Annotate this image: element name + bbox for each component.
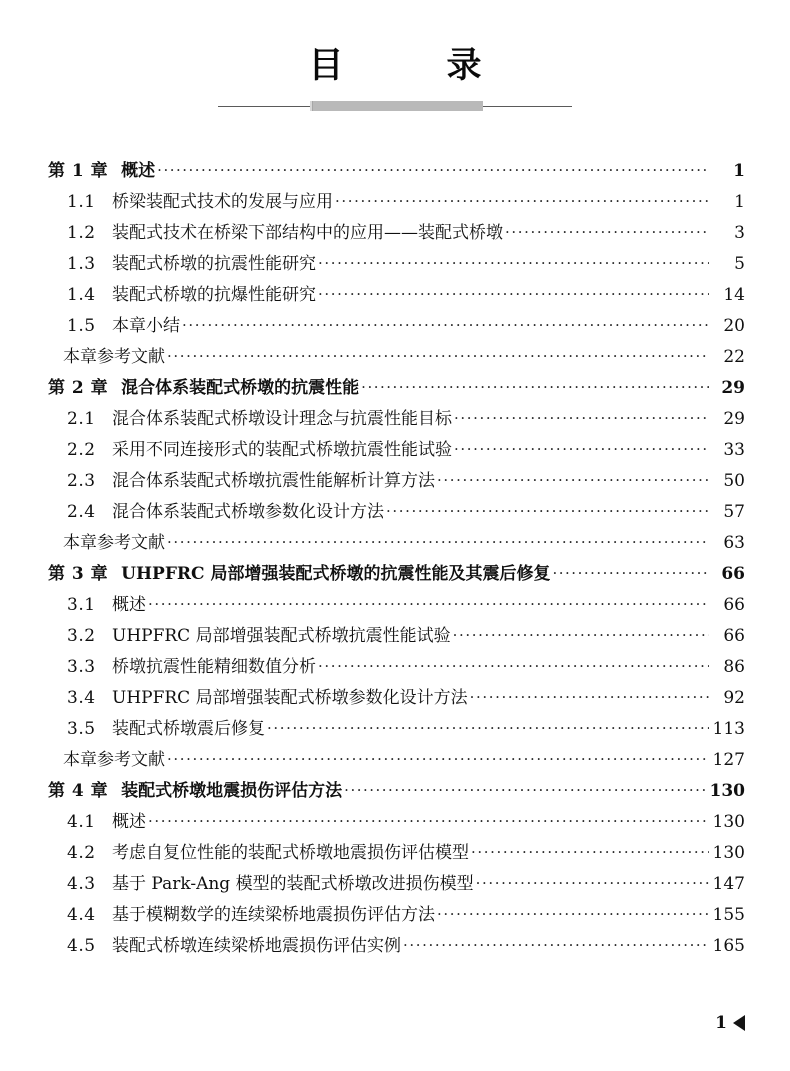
title-divider (0, 100, 790, 114)
toc-dot-leader (437, 905, 709, 923)
toc-section-row[interactable] (67, 497, 745, 528)
toc-entry-label (48, 559, 551, 584)
toc-section-row[interactable] (67, 218, 745, 249)
toc-section-row[interactable] (67, 404, 745, 435)
toc-entry-number: 第 1 章 (48, 161, 109, 181)
toc-entry-page-number: 33 (723, 440, 745, 460)
toc-entry-number: 第 4 章 (48, 781, 109, 801)
toc-dot-leader (437, 471, 709, 489)
toc-entry-number: 1.1 (67, 192, 96, 212)
toc-entry-number: 1.2 (67, 223, 96, 243)
toc-entry-number: 4.2 (67, 843, 96, 863)
toc-entry-number: 3.2 (67, 626, 96, 646)
toc-entry-page-number: 66 (721, 564, 745, 584)
toc-dot-leader (157, 161, 709, 179)
page-footer (715, 1013, 745, 1033)
toc-entry-title: 本章参考文献 (63, 750, 165, 770)
page-title-block (0, 45, 790, 86)
toc-entry-label (67, 652, 316, 677)
footer-page-number: 1 (715, 1013, 727, 1033)
toc-entry-title: 基于模糊数学的连续梁桥地震损伤评估方法 (112, 905, 435, 925)
toc-entry-label (63, 528, 165, 553)
toc-entry-page-number: 155 (712, 905, 745, 925)
toc-entry-number: 2.3 (67, 471, 96, 491)
toc-entry-title: 混合体系装配式桥墩设计理念与抗震性能目标 (112, 409, 452, 429)
toc-entry-number: 第 2 章 (48, 378, 109, 398)
toc-list (0, 156, 790, 962)
toc-entry-number: 1.4 (67, 285, 96, 305)
toc-entry-page-number: 63 (723, 533, 745, 553)
toc-entry-label (63, 342, 165, 367)
toc-dot-leader (454, 440, 709, 458)
toc-entry-number: 3.3 (67, 657, 96, 677)
toc-section-row[interactable] (67, 249, 745, 280)
toc-entry-title: 概述 (112, 595, 146, 615)
toc-entry-label (67, 404, 452, 429)
toc-dot-leader (403, 936, 709, 954)
toc-entry-title: 混合体系装配式桥墩的抗震性能 (121, 378, 360, 398)
toc-dot-leader (386, 502, 709, 520)
toc-section-row[interactable] (67, 931, 745, 962)
page-title: 目 录 (308, 45, 516, 86)
toc-entry-title: 本章参考文献 (63, 347, 165, 367)
toc-entry-title: 本章小结 (112, 316, 180, 336)
toc-entry-page-number: 127 (712, 750, 745, 770)
toc-references-row[interactable] (63, 745, 745, 776)
toc-entry-title: 混合体系装配式桥墩抗震性能解析计算方法 (112, 471, 435, 491)
divider-gray-bar (310, 101, 483, 111)
toc-entry-page-number: 29 (723, 409, 745, 429)
toc-entry-number: 3.5 (67, 719, 96, 739)
toc-dot-leader (470, 688, 709, 706)
toc-entry-title: 混合体系装配式桥墩参数化设计方法 (112, 502, 384, 522)
toc-entry-page-number: 147 (712, 874, 745, 894)
toc-dot-leader (361, 378, 709, 396)
toc-entry-label (48, 776, 342, 801)
toc-entry-number: 2.1 (67, 409, 96, 429)
toc-dot-leader (505, 223, 709, 241)
toc-references-row[interactable] (63, 342, 745, 373)
toc-entry-page-number: 86 (723, 657, 745, 677)
toc-dot-leader (335, 192, 709, 210)
toc-section-row[interactable] (67, 187, 745, 218)
toc-entry-page-number: 130 (712, 812, 745, 832)
toc-entry-label (67, 466, 435, 491)
toc-entry-number: 3.4 (67, 688, 96, 708)
toc-entry-title: 装配式桥墩的抗震性能研究 (112, 254, 316, 274)
toc-entry-label (67, 900, 435, 925)
toc-entry-page-number: 66 (723, 626, 745, 646)
toc-entry-title: 概述 (121, 161, 156, 181)
toc-dot-leader (167, 750, 709, 768)
toc-section-row[interactable] (67, 807, 745, 838)
toc-entry-page-number: 1 (733, 161, 745, 181)
toc-section-row[interactable] (67, 838, 745, 869)
toc-dot-leader (167, 347, 709, 365)
toc-entry-label (67, 249, 316, 274)
toc-entry-page-number: 50 (723, 471, 745, 491)
toc-chapter-row[interactable] (48, 776, 745, 807)
toc-dot-leader (148, 595, 709, 613)
toc-section-row[interactable] (67, 311, 745, 342)
toc-dot-leader (267, 719, 709, 737)
toc-dot-leader (471, 843, 709, 861)
toc-section-row[interactable] (67, 466, 745, 497)
toc-entry-title: 装配式桥墩的抗爆性能研究 (112, 285, 316, 305)
toc-dot-leader (553, 564, 710, 582)
triangle-left-icon (733, 1015, 745, 1031)
toc-entry-page-number: 20 (723, 316, 745, 336)
toc-entry-title: UHPFRC 局部增强装配式桥墩参数化设计方法 (112, 688, 468, 708)
toc-entry-label (67, 590, 146, 615)
toc-entry-title: UHPFRC 局部增强装配式桥墩抗震性能试验 (112, 626, 451, 646)
toc-entry-label (67, 187, 333, 212)
toc-dot-leader (454, 409, 709, 427)
toc-entry-number: 2.4 (67, 502, 96, 522)
toc-entry-label (63, 745, 165, 770)
toc-entry-title: 采用不同连接形式的装配式桥墩抗震性能试验 (112, 440, 452, 460)
toc-entry-title: 装配式技术在桥梁下部结构中的应用——装配式桥墩 (112, 223, 503, 243)
toc-dot-leader (344, 781, 707, 799)
toc-references-row[interactable] (63, 528, 745, 559)
toc-entry-page-number: 1 (734, 192, 745, 212)
toc-chapter-row[interactable] (48, 373, 745, 404)
toc-chapter-row[interactable] (48, 156, 745, 187)
toc-section-row[interactable] (67, 900, 745, 931)
toc-section-row[interactable] (67, 714, 745, 745)
toc-dot-leader (318, 285, 709, 303)
toc-entry-number: 3.1 (67, 595, 96, 615)
toc-entry-number: 1.3 (67, 254, 96, 274)
toc-entry-page-number: 165 (712, 936, 745, 956)
toc-entry-page-number: 92 (723, 688, 745, 708)
toc-entry-label (67, 714, 265, 739)
toc-entry-number: 1.5 (67, 316, 96, 336)
toc-entry-number: 4.4 (67, 905, 96, 925)
toc-entry-label (67, 311, 180, 336)
toc-entry-title: 概述 (112, 812, 146, 832)
toc-section-row[interactable] (67, 280, 745, 311)
toc-entry-title: UHPFRC 局部增强装配式桥墩的抗震性能及其震后修复 (121, 564, 551, 584)
toc-entry-page-number: 57 (723, 502, 745, 522)
toc-entry-page-number: 130 (709, 781, 745, 801)
toc-entry-label (67, 869, 474, 894)
toc-entry-number: 4.3 (67, 874, 96, 894)
toc-entry-label (48, 156, 155, 181)
toc-section-row[interactable] (67, 683, 745, 714)
toc-dot-leader (182, 316, 709, 334)
toc-entry-page-number: 29 (721, 378, 745, 398)
toc-section-row[interactable] (67, 590, 745, 621)
toc-entry-label (67, 435, 452, 460)
toc-entry-title: 桥墩抗震性能精细数值分析 (112, 657, 316, 677)
toc-entry-page-number: 113 (712, 719, 745, 739)
toc-dot-leader (476, 874, 709, 892)
toc-entry-page-number: 14 (723, 285, 745, 305)
toc-section-row[interactable] (67, 435, 745, 466)
toc-entry-page-number: 66 (723, 595, 745, 615)
toc-entry-label (67, 218, 503, 243)
toc-entry-label (67, 931, 401, 956)
toc-entry-title: 考虑自复位性能的装配式桥墩地震损伤评估模型 (112, 843, 469, 863)
toc-dot-leader (167, 533, 709, 551)
toc-entry-label (67, 497, 384, 522)
toc-section-row[interactable] (67, 621, 745, 652)
toc-entry-number: 第 3 章 (48, 564, 109, 584)
toc-chapter-row[interactable] (48, 559, 745, 590)
toc-entry-number: 2.2 (67, 440, 96, 460)
toc-entry-label (67, 683, 468, 708)
toc-entry-number: 4.1 (67, 812, 96, 832)
toc-entry-label (48, 373, 359, 398)
toc-entry-title: 装配式桥墩震后修复 (112, 719, 265, 739)
toc-entry-title: 桥梁装配式技术的发展与应用 (112, 192, 333, 212)
toc-entry-title: 装配式桥墩地震损伤评估方法 (121, 781, 343, 801)
toc-dot-leader (148, 812, 709, 830)
toc-entry-page-number: 130 (712, 843, 745, 863)
toc-entry-page-number: 5 (734, 254, 745, 274)
toc-dot-leader (318, 254, 709, 272)
toc-entry-label (67, 838, 469, 863)
toc-entry-title: 本章参考文献 (63, 533, 165, 553)
toc-entry-title: 基于 Park-Ang 模型的装配式桥墩改进损伤模型 (112, 874, 474, 894)
toc-entry-page-number: 22 (723, 347, 745, 367)
toc-section-row[interactable] (67, 869, 745, 900)
toc-entry-label (67, 280, 316, 305)
toc-entry-number: 4.5 (67, 936, 96, 956)
toc-dot-leader (453, 626, 709, 644)
toc-entry-title: 装配式桥墩连续梁桥地震损伤评估实例 (112, 936, 401, 956)
toc-dot-leader (318, 657, 709, 675)
toc-section-row[interactable] (67, 652, 745, 683)
toc-entry-label (67, 621, 451, 646)
toc-entry-label (67, 807, 146, 832)
toc-entry-page-number: 3 (734, 223, 745, 243)
